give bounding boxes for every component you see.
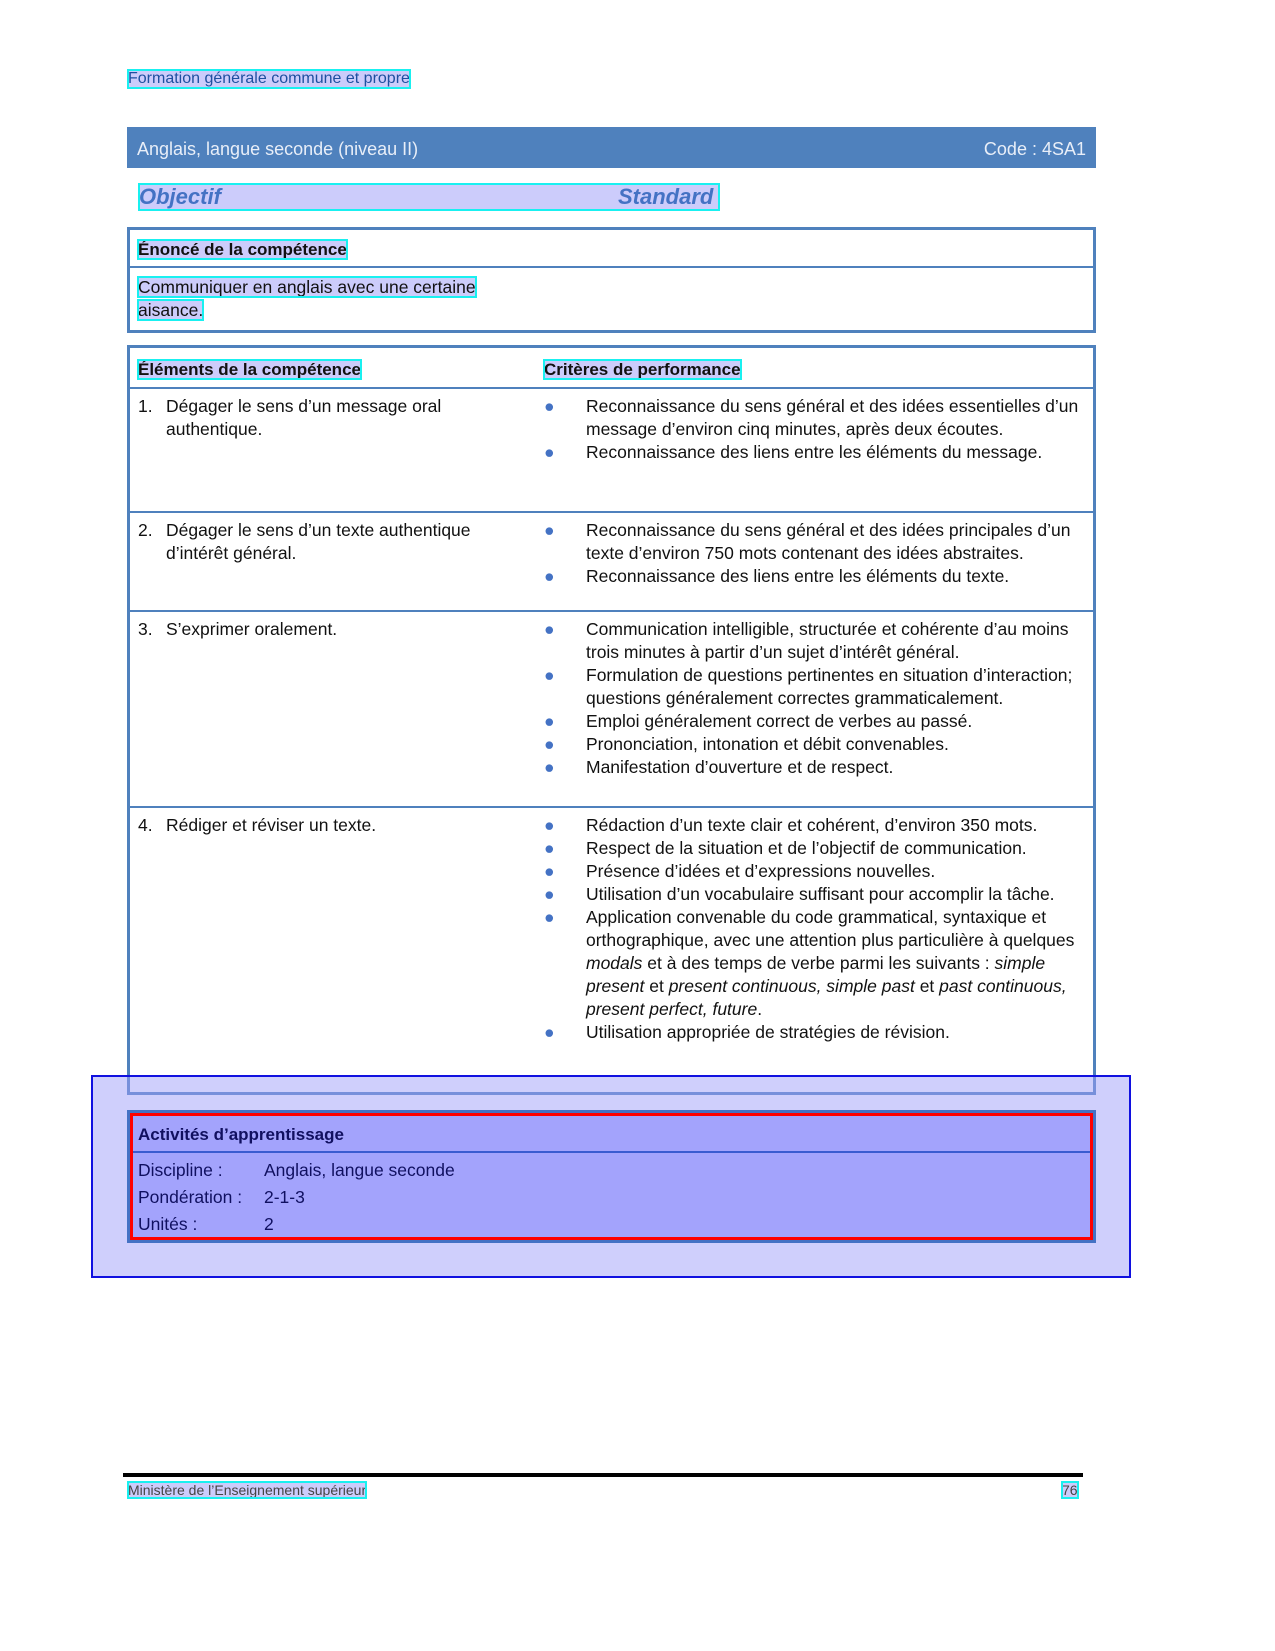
criterion-text: Reconnaissance des liens entre les éléments du message. [586, 442, 1043, 462]
discipline-value: Anglais, langue seconde [264, 1160, 455, 1180]
grammar-text: . [757, 999, 763, 1019]
weighting-label: Pondération : [138, 1187, 243, 1207]
course-banner [127, 127, 1096, 168]
element-number: 4. [138, 815, 153, 835]
statement-heading [130, 230, 1093, 268]
criterion-item [544, 395, 1085, 441]
running-header: Formation générale commune et propre [128, 70, 410, 87]
table-row [130, 512, 1093, 611]
bullet-icon: ● [544, 757, 555, 777]
criterion-item [544, 1021, 1085, 1044]
grammar-text: Application convenable du code grammatical, syntaxique et orthographique, avec une attention plus particulière à quelques [586, 907, 1075, 950]
criterion-item [544, 883, 1085, 906]
table-header-row [130, 348, 1093, 388]
statement-heading-text: Énoncé de la compétence [138, 240, 347, 259]
bullet-icon: ● [544, 861, 555, 881]
units-label: Unités : [138, 1214, 198, 1234]
page-number: 76 [1062, 1482, 1078, 1498]
objective-label: Objectif [139, 184, 221, 209]
criterion-item [544, 860, 1085, 883]
objective-standard-row [139, 184, 719, 210]
criterion-item [544, 565, 1085, 588]
criterion-item [544, 733, 1085, 756]
activities-heading: Activités d’apprentissage [130, 1113, 1093, 1153]
bullet-icon: ● [544, 815, 555, 835]
criterion-text: Présence d’idées et d’expressions nouvelles. [586, 861, 936, 881]
criterion-text: Respect de la situation et de l’objectif de communication. [586, 838, 1027, 858]
criterion-text: Reconnaissance des liens entre les éléments du texte. [586, 566, 1010, 586]
grammar-text: et [914, 976, 940, 996]
criterion-item [544, 519, 1085, 565]
element-text: S’exprimer oralement. [166, 619, 338, 639]
criterion-item [544, 756, 1085, 779]
elements-criteria-table [130, 348, 1093, 1050]
col-elements-header [130, 348, 536, 388]
criterion-item [544, 664, 1085, 710]
bullet-icon: ● [544, 566, 555, 586]
element-text: Rédiger et réviser un texte. [166, 815, 377, 835]
footer-ministry: Ministère de l’Enseignement supérieur [128, 1482, 367, 1498]
bullet-icon: ● [544, 884, 555, 904]
grammar-text: et [644, 976, 669, 996]
col-criteria-text: Critères de performance [544, 360, 741, 379]
criterion-item [544, 710, 1085, 733]
grammar-italic: past continuous, present perfect, future [586, 976, 1067, 1019]
criterion-text: Reconnaissance du sens général et des idées principales d’un texte d’environ 750 mots contenant des idées abstraites. [586, 520, 1071, 563]
criterion-text: Rédaction d’un texte clair et cohérent, d’environ 350 mots. [586, 815, 1038, 835]
bullet-icon: ● [544, 907, 555, 927]
element-number: 3. [138, 619, 153, 639]
element-number: 2. [138, 520, 153, 540]
criterion-item [544, 618, 1085, 664]
grammar-italic: simple present [586, 953, 1046, 996]
element-text: Dégager le sens d’un texte authentique d’intérêt général. [166, 520, 471, 563]
bullet-icon: ● [544, 396, 555, 416]
grammar-italic: present continuous, simple past [668, 976, 915, 996]
course-code: Code : 4SA1 [983, 139, 1086, 159]
criterion-text: Communication intelligible, structurée et cohérente d’au moins trois minutes à partir d’un sujet d’intérêt général. [586, 619, 1069, 662]
criterion-text: Formulation de questions pertinentes en situation d’interaction; questions généralement correctes grammaticalement. [586, 665, 1073, 708]
col-criteria-header [536, 348, 1093, 388]
bullet-icon: ● [544, 442, 555, 462]
grammar-italic: modals [586, 953, 643, 973]
footer-rule [123, 1473, 1083, 1477]
standard-label: Standard [618, 184, 714, 209]
criterion-text: Reconnaissance du sens général et des idées essentielles d’un message d’environ cinq minutes, après deux écoutes. [586, 396, 1079, 439]
discipline-label: Discipline : [138, 1160, 223, 1180]
highlight-box [130, 1113, 1093, 1240]
bullet-icon: ● [544, 734, 555, 754]
criterion-item-grammar [544, 906, 1085, 1021]
course-title: Anglais, langue seconde (niveau II) [137, 139, 419, 159]
grammar-text: et à des temps de verbe parmi les suivants : [642, 953, 995, 973]
bullet-icon: ● [544, 520, 555, 540]
element-number: 1. [138, 396, 153, 416]
bullet-icon: ● [544, 711, 555, 731]
statement-line: Communiquer en anglais avec une certaine [138, 277, 476, 297]
col-elements-text: Éléments de la compétence [138, 360, 361, 379]
bullet-icon: ● [544, 838, 555, 858]
elements-criteria-box [127, 345, 1096, 1095]
criterion-item [544, 441, 1085, 464]
statement-line: aisance. [138, 300, 204, 320]
criterion-text: Prononciation, intonation et débit convenables. [586, 734, 949, 754]
criterion-text: Manifestation d’ouverture et de respect. [586, 757, 894, 777]
weighting-value: 2-1-3 [264, 1187, 305, 1207]
table-row [130, 611, 1093, 807]
units-value: 2 [264, 1214, 274, 1234]
statement-body [130, 268, 1093, 330]
table-row [130, 388, 1093, 512]
criterion-item [544, 837, 1085, 860]
criterion-text: Utilisation appropriée de stratégies de révision. [586, 1022, 950, 1042]
competency-statement-box [127, 227, 1096, 333]
element-text: Dégager le sens d’un message oral authentique. [166, 396, 442, 439]
criterion-item [544, 814, 1085, 837]
criterion-text: Emploi généralement correct de verbes au passé. [586, 711, 973, 731]
bullet-icon: ● [544, 1022, 555, 1042]
bullet-icon: ● [544, 619, 555, 639]
bullet-icon: ● [544, 665, 555, 685]
table-row [130, 807, 1093, 1050]
criterion-text: Utilisation d’un vocabulaire suffisant pour accomplir la tâche. [586, 884, 1055, 904]
